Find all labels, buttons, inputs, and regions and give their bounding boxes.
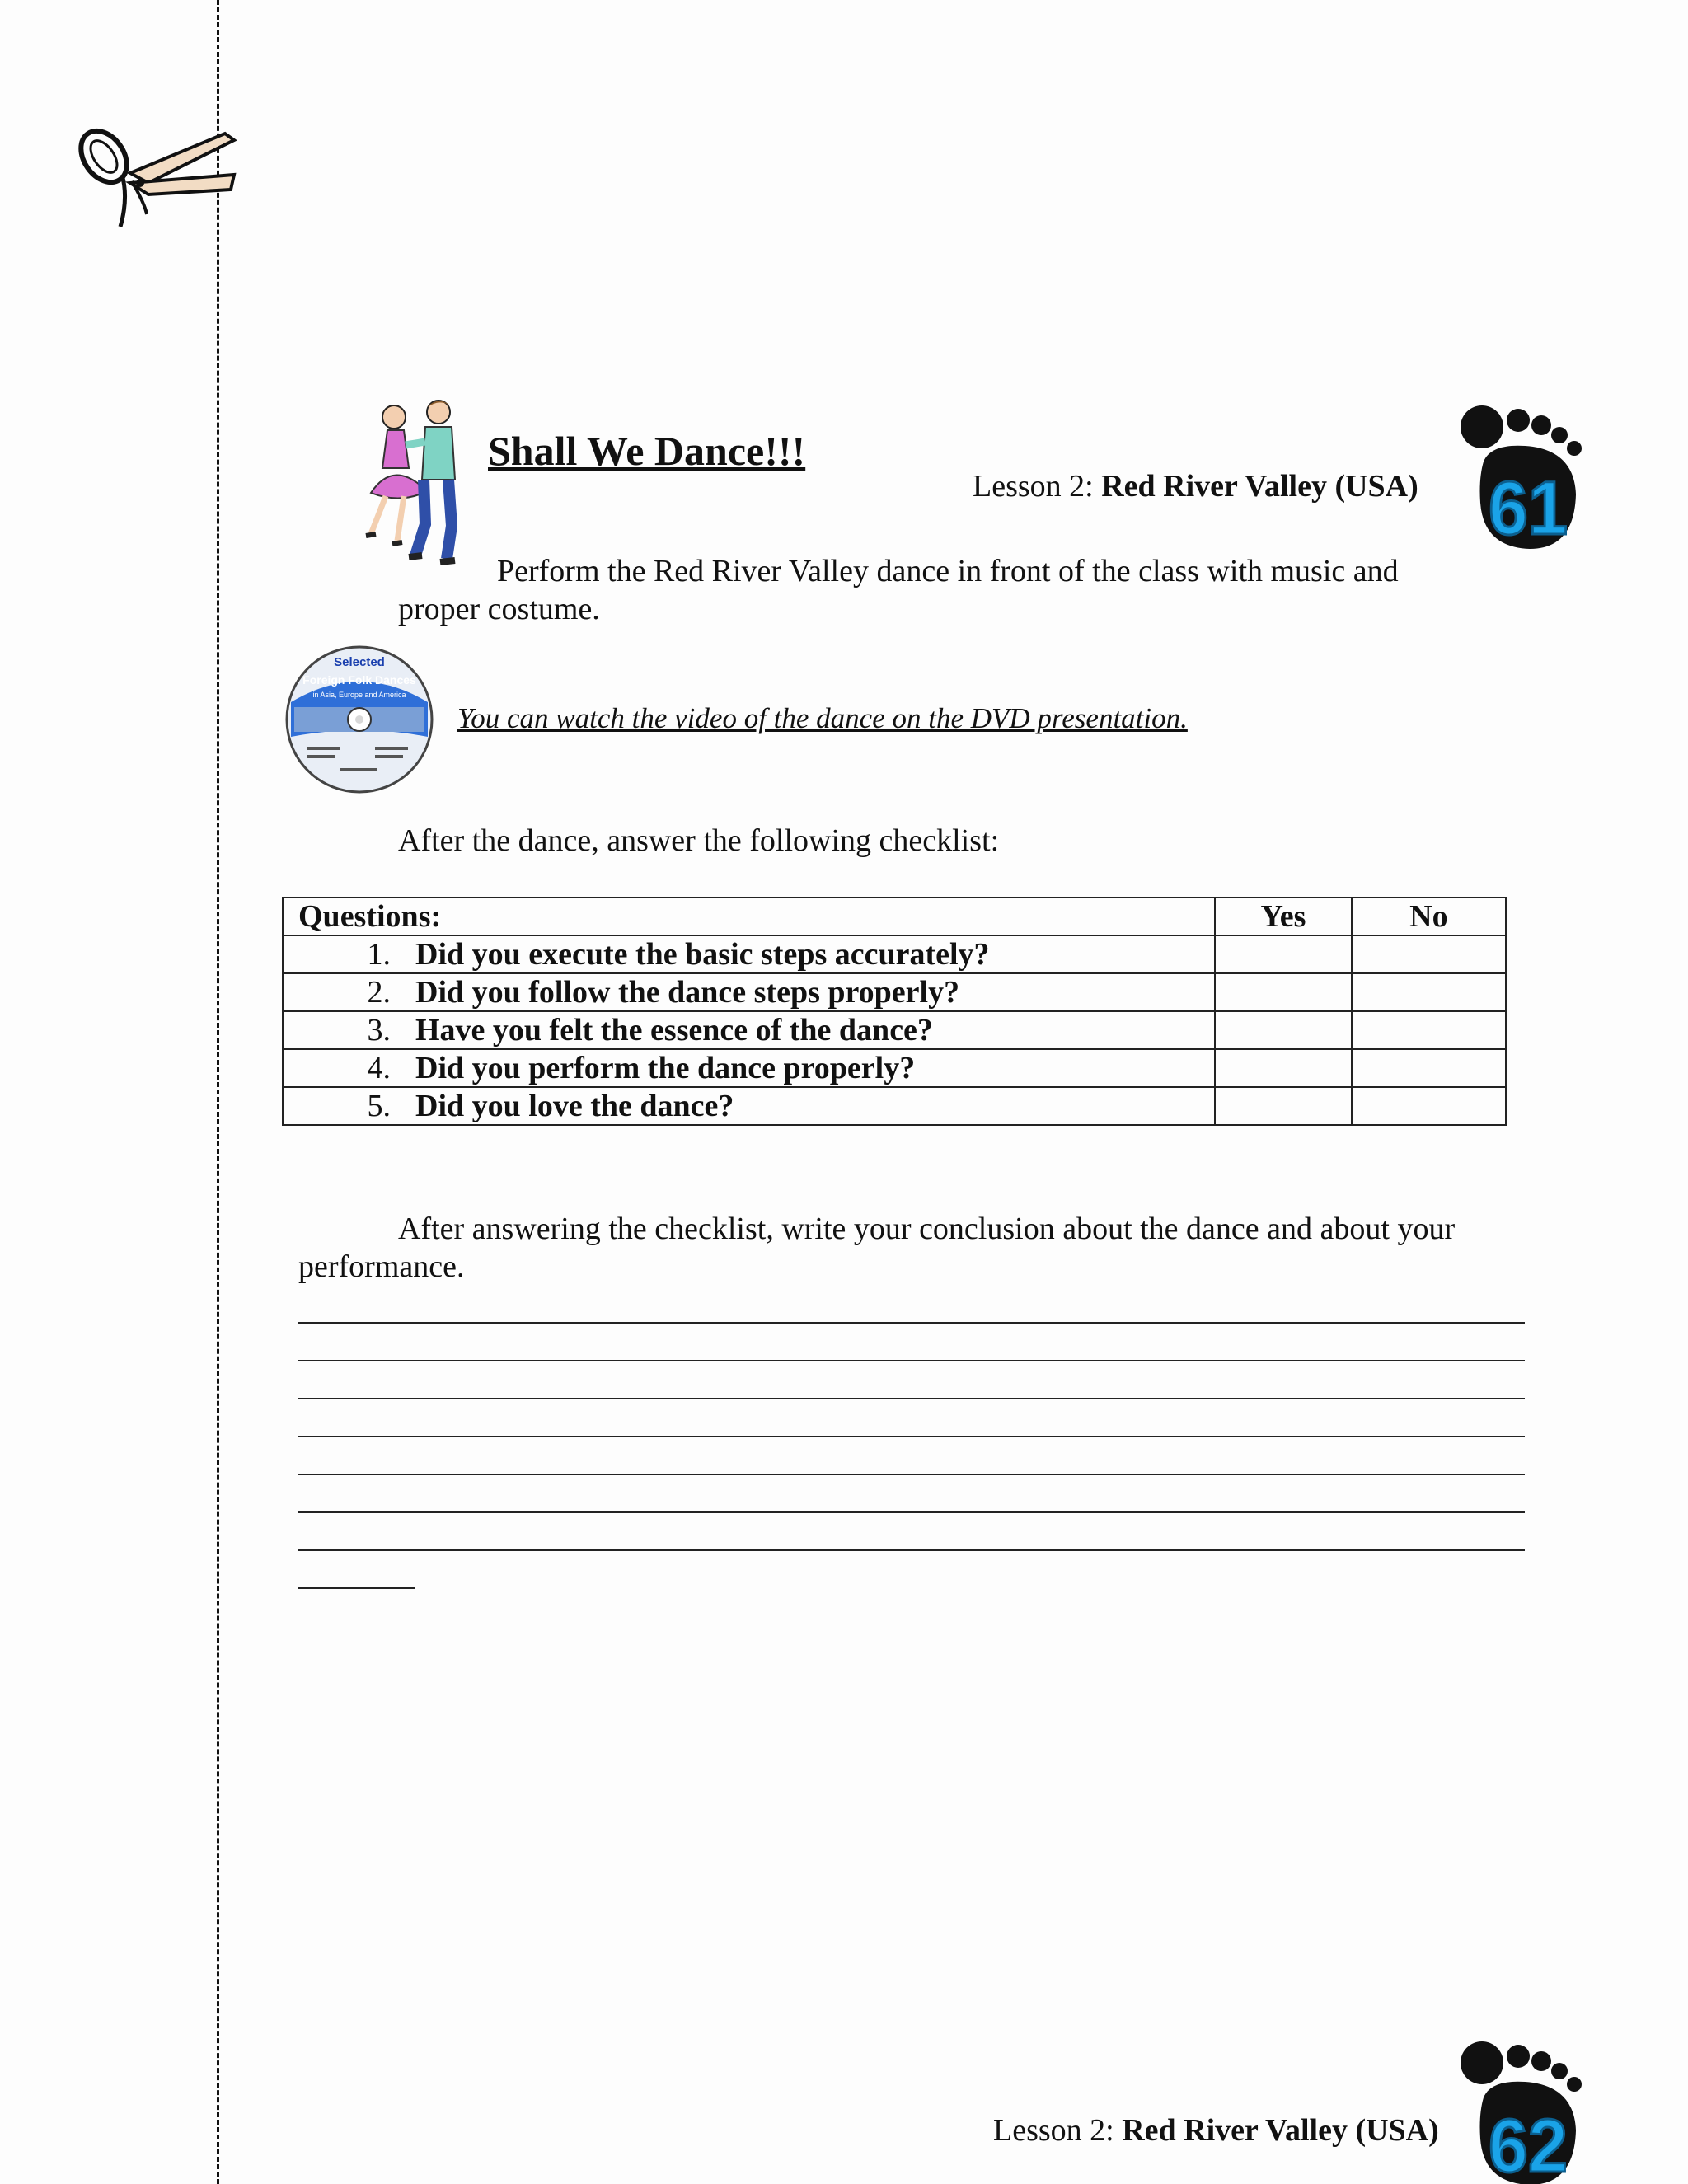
table-row: [283, 1087, 1506, 1125]
writing-line[interactable]: [298, 1511, 1525, 1513]
no-cell[interactable]: [1352, 935, 1506, 973]
page-number-61: 61: [1489, 466, 1568, 551]
no-cell[interactable]: [1352, 1011, 1506, 1049]
no-cell[interactable]: [1352, 1087, 1506, 1125]
writing-line[interactable]: [298, 1322, 1525, 1324]
lesson-header-top: [973, 468, 1418, 504]
question-cell: [283, 1087, 1215, 1125]
lesson-prefix: Lesson 2:: [993, 2113, 1123, 2148]
page-number-62: 62: [1489, 2104, 1568, 2184]
checklist-header-row: [283, 898, 1506, 935]
writing-line[interactable]: [298, 1398, 1525, 1399]
table-row: [283, 973, 1506, 1011]
question-cell: [283, 935, 1215, 973]
writing-line[interactable]: [298, 1587, 415, 1589]
dancing-couple-image: [346, 394, 478, 571]
table-row: [283, 1011, 1506, 1049]
yes-cell[interactable]: [1215, 1087, 1351, 1125]
question-cell: [283, 1049, 1215, 1087]
no-cell[interactable]: [1352, 973, 1506, 1011]
no-cell[interactable]: [1352, 1049, 1506, 1087]
question-number: 3.: [367, 1013, 391, 1047]
instruction-text: Perform the Red River Valley dance in front of the class with music and proper costume.: [398, 554, 1399, 626]
table-row: [283, 935, 1506, 973]
question-number: 4.: [367, 1051, 391, 1085]
lesson-prefix: Lesson 2:: [973, 469, 1102, 504]
footprint-icon: [1459, 2040, 1591, 2184]
header-yes: Yes: [1215, 898, 1351, 935]
question-text: Did you love the dance?: [415, 1089, 734, 1123]
header-questions: Questions:: [283, 898, 1215, 935]
writing-line[interactable]: [298, 1360, 1525, 1361]
dvd-note: You can watch the video of the dance on the DVD presentation.: [457, 702, 1188, 734]
dvd-disc-image: [284, 644, 434, 794]
writing-line[interactable]: [298, 1474, 1525, 1475]
question-number: 5.: [367, 1089, 391, 1123]
lesson-header-bottom: [993, 2112, 1439, 2149]
dvd-label-line2: Foreign Folk Dances: [302, 673, 416, 687]
dvd-label-line1: Selected: [334, 655, 385, 669]
header-no: No: [1352, 898, 1506, 935]
question-number: 2.: [367, 975, 391, 1010]
question-cell: [283, 1011, 1215, 1049]
question-text: Did you execute the basic steps accurately?: [415, 937, 990, 972]
question-number: 1.: [367, 937, 391, 972]
yes-cell[interactable]: [1215, 935, 1351, 973]
footprint-icon: [1459, 404, 1591, 552]
lesson-name: Red River Valley (USA): [1101, 469, 1418, 504]
question-text: Did you perform the dance properly?: [415, 1051, 916, 1085]
question-text: Have you felt the essence of the dance?: [415, 1013, 933, 1047]
writing-line[interactable]: [298, 1549, 1525, 1551]
yes-cell[interactable]: [1215, 1049, 1351, 1087]
yes-cell[interactable]: [1215, 973, 1351, 1011]
yes-cell[interactable]: [1215, 1011, 1351, 1049]
conclusion-prompt: After answering the checklist, write your conclusion about the dance and about your performance.: [298, 1212, 1456, 1284]
scissors-icon: [73, 115, 237, 239]
question-cell: [283, 973, 1215, 1011]
table-row: [283, 1049, 1506, 1087]
checklist-table: [282, 897, 1507, 1126]
checklist-intro: After the dance, answer the following checklist:: [398, 823, 1000, 858]
writing-line[interactable]: [298, 1436, 1525, 1437]
worksheet-title: Shall We Dance!!!: [488, 428, 806, 474]
dvd-label-line3: in Asia, Europe and America: [312, 691, 406, 699]
dashed-cut-line: [217, 0, 219, 2184]
question-text: Did you follow the dance steps properly?: [415, 975, 960, 1010]
lesson-name: Red River Valley (USA): [1122, 2113, 1439, 2148]
